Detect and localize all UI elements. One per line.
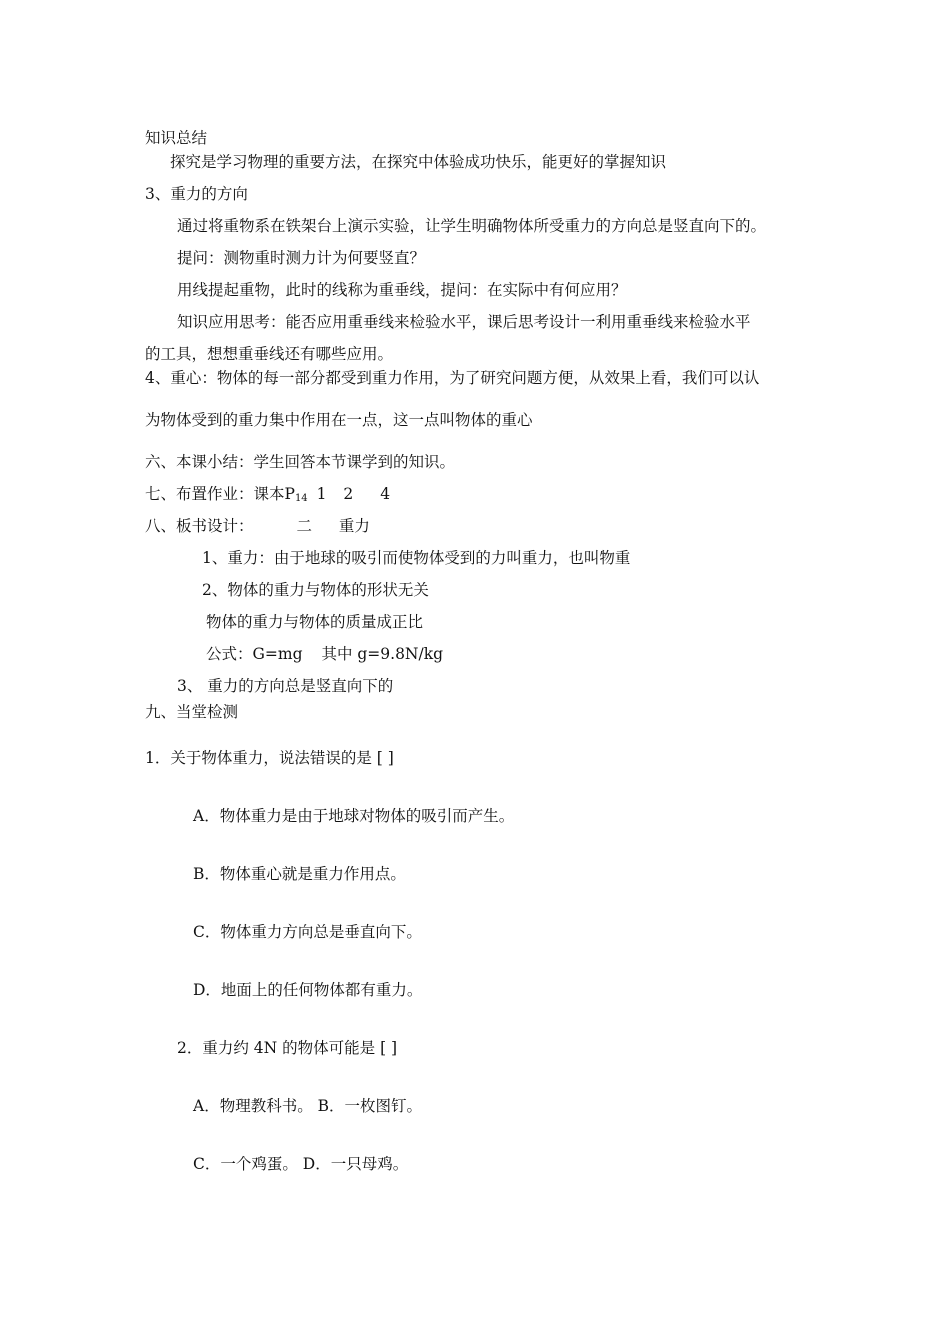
board-design-label: 八、板书设计： <box>145 517 254 535</box>
paragraph: 4、重心：物体的每一部分都受到重力作用，为了研究问题方便，从效果上看，我们可以认 <box>145 369 760 387</box>
paragraph: 为物体受到的重力集中作用在一点，这一点叫物体的重心 <box>145 411 533 429</box>
homework-label: 七、布置作业：课本P <box>145 485 295 503</box>
exercise-number: 1 <box>316 485 327 503</box>
paragraph: 提问：测物重时测力计为何要竖直？ <box>177 249 426 267</box>
board-design-line <box>145 516 370 536</box>
paragraph: 用线提起重物，此时的线称为重垂线，提问：在实际中有何应用？ <box>177 281 627 299</box>
option: A．物理教科书。 B．一枚图钉。 <box>193 1097 423 1115</box>
exercise-number: 4 <box>380 485 391 503</box>
formula: 公式：G=mg <box>206 645 303 663</box>
lesson-number: 二 <box>296 517 312 535</box>
page-subscript: 14 <box>294 493 308 504</box>
section-heading: 3、重力的方向 <box>145 185 248 203</box>
board-item: 1、重力：由于地球的吸引而使物体受到的力叫重力，也叫物重 <box>202 549 631 567</box>
formula-constant: 其中 g=9.8N/kg <box>321 645 444 663</box>
option: C．一个鸡蛋。 D．一只母鸡。 <box>193 1155 409 1173</box>
paragraph: 通过将重物系在铁架台上演示实验，让学生明确物体所受重力的方向总是竖直向下的。 <box>177 217 767 235</box>
option: B．物体重心就是重力作用点。 <box>193 865 406 883</box>
section-heading: 六、本课小结：学生回答本节课学到的知识。 <box>145 453 456 471</box>
paragraph: 知识应用思考：能否应用重垂线来检验水平，课后思考设计一利用重垂线来检验水平 <box>177 313 751 331</box>
exercise-number: 2 <box>343 485 354 503</box>
section-heading: 九、当堂检测 <box>145 703 239 721</box>
section-heading: 知识总结 <box>145 129 208 147</box>
board-item: 3、 重力的方向总是竖直向下的 <box>177 677 394 695</box>
paragraph: 的工具，想想重垂线还有哪些应用。 <box>145 345 394 363</box>
lesson-title: 重力 <box>338 517 370 535</box>
question: 2．重力约 4N 的物体可能是 [ ] <box>177 1039 398 1057</box>
board-item: 物体的重力与物体的质量成正比 <box>206 613 424 631</box>
question: 1．关于物体重力，说法错误的是 [ ] <box>145 749 394 767</box>
formula-line <box>206 644 443 664</box>
option: C．物体重力方向总是垂直向下。 <box>193 923 422 941</box>
option: A．物体重力是由于地球对物体的吸引而产生。 <box>193 807 515 825</box>
board-item: 2、物体的重力与物体的形状无关 <box>202 581 429 599</box>
homework-line <box>145 484 390 509</box>
paragraph: 探究是学习物理的重要方法，在探究中体验成功快乐，能更好的掌握知识 <box>170 153 667 171</box>
option: D．地面上的任何物体都有重力。 <box>193 981 423 999</box>
